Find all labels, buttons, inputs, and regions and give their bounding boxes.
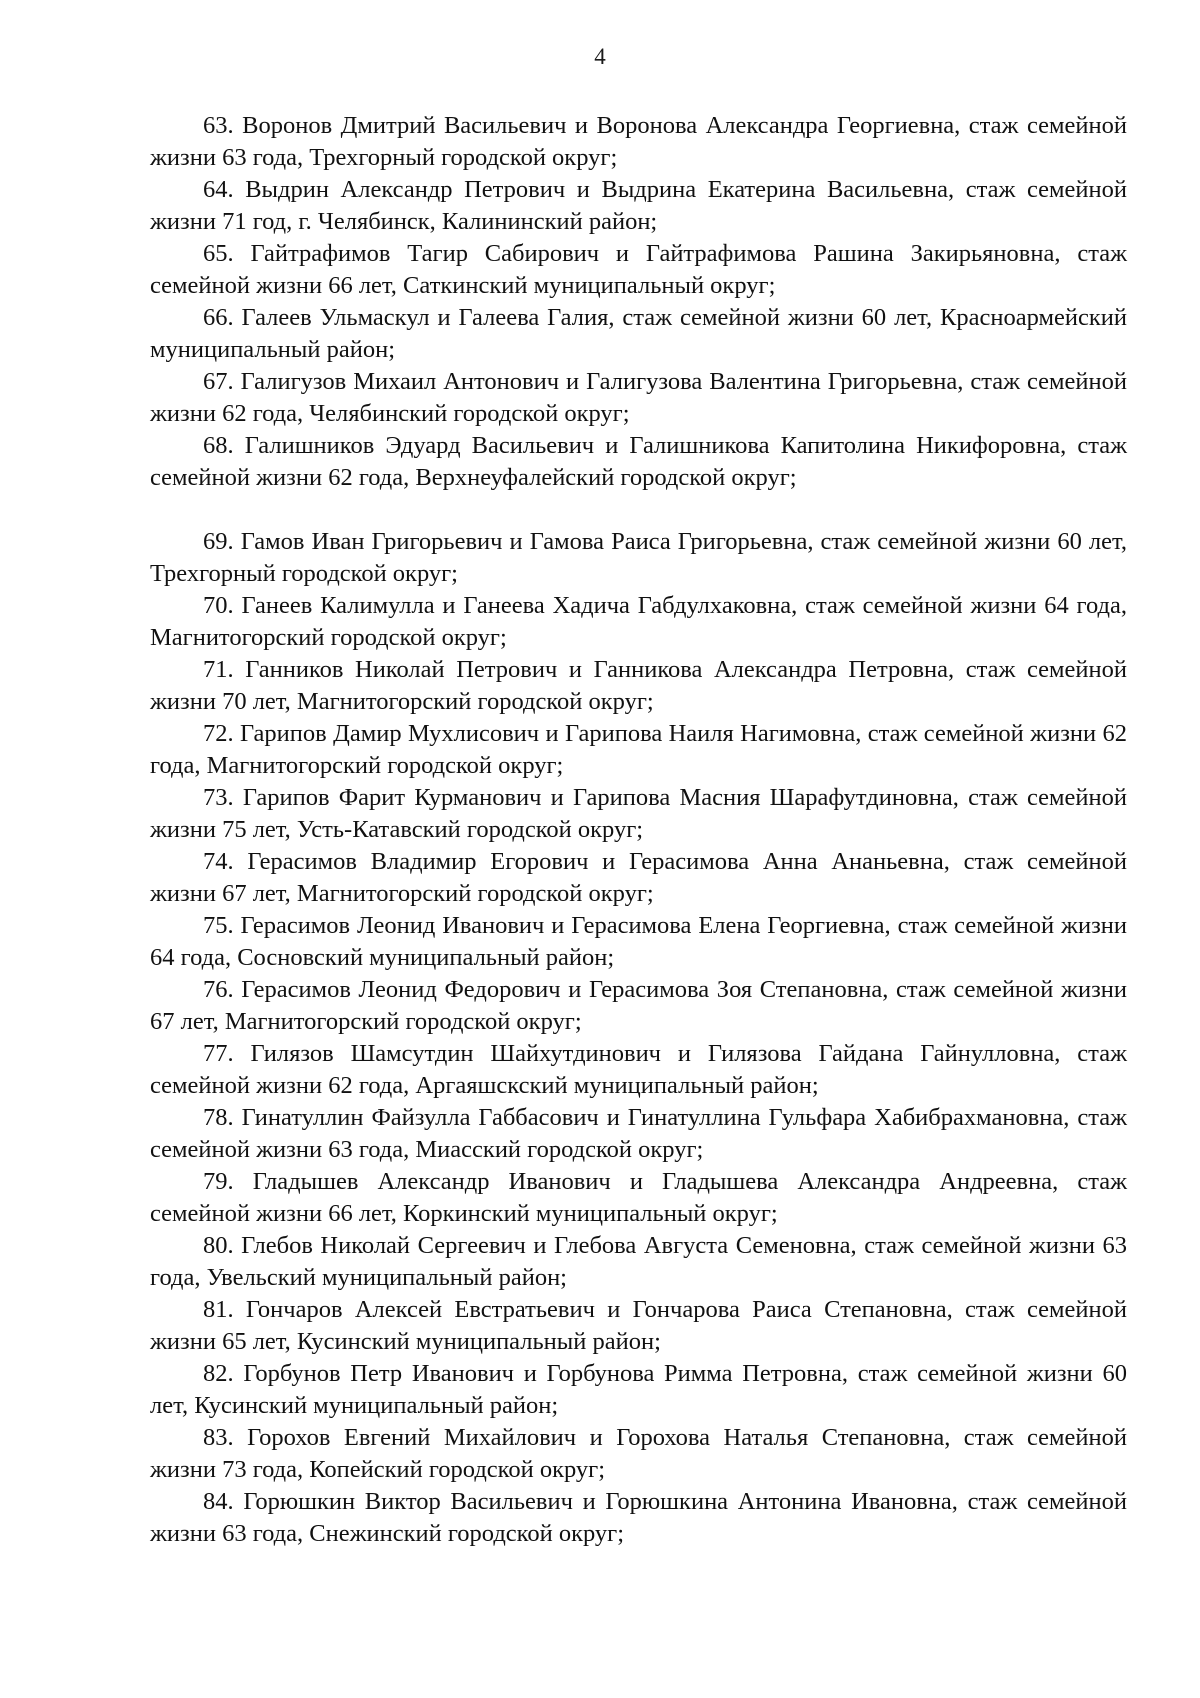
- list-item-68: 68. Галишников Эдуард Васильевич и Галишникова Капитолина Никифоровна, стаж семейной жизни 62 года, Верхнеуфалейский городской округ;: [150, 432, 1127, 491]
- list-item-67: 67. Галигузов Михаил Антонович и Галигузова Валентина Григорьевна, стаж семейной жизни 62 года, Челябинский городской округ;: [150, 368, 1127, 427]
- page-number: 4: [594, 44, 606, 69]
- list-item-69: 69. Гамов Иван Григорьевич и Гамова Раиса Григорьевна, стаж семейной жизни 60 лет, Трехгорный городской округ;: [150, 528, 1127, 587]
- list-item-83: 83. Горохов Евгений Михайлович и Горохова Наталья Степановна, стаж семейной жизни 73 года, Копейский городской округ;: [150, 1424, 1127, 1483]
- entry-list: [150, 110, 1127, 1550]
- list-item-63: 63. Воронов Дмитрий Васильевич и Воронова Александра Георгиевна, стаж семейной жизни 63 года, Трехгорный городской округ;: [150, 112, 1127, 171]
- list-item-65: 65. Гайтрафимов Тагир Сабирович и Гайтрафимова Рашина Закирьяновна, стаж семейной жизни 66 лет, Саткинский муниципальный округ;: [150, 240, 1127, 299]
- list-item-74: 74. Герасимов Владимир Егорович и Герасимова Анна Ананьевна, стаж семейной жизни 67 лет, Магнитогорский городской округ;: [150, 848, 1127, 907]
- list-item-73: 73. Гарипов Фарит Курманович и Гарипова Масния Шарафутдиновна, стаж семейной жизни 75 лет, Усть-Катавский городской округ;: [150, 784, 1127, 843]
- list-item-64: 64. Выдрин Александр Петрович и Выдрина Екатерина Васильевна, стаж семейной жизни 71 год, г. Челябинск, Калининский район;: [150, 176, 1127, 235]
- list-item-81: 81. Гончаров Алексей Евстратьевич и Гончарова Раиса Степановна, стаж семейной жизни 65 лет, Кусинский муниципальный район;: [150, 1296, 1127, 1355]
- list-item-79: 79. Гладышев Александр Иванович и Гладышева Александра Андреевна, стаж семейной жизни 66 лет, Коркинский муниципальный округ;: [150, 1168, 1127, 1227]
- list-item-76: 76. Герасимов Леонид Федорович и Герасимова Зоя Степановна, стаж семейной жизни 67 лет, Магнитогорский городской округ;: [150, 976, 1127, 1035]
- list-item-71: 71. Ганников Николай Петрович и Ганникова Александра Петровна, стаж семейной жизни 70 лет, Магнитогорский городской округ;: [150, 656, 1127, 715]
- list-item-75: 75. Герасимов Леонид Иванович и Герасимова Елена Георгиевна, стаж семейной жизни 64 года, Сосновский муниципальный район;: [150, 912, 1127, 971]
- list-item-84: 84. Горюшкин Виктор Васильевич и Горюшкина Антонина Ивановна, стаж семейной жизни 63 года, Снежинский городской округ;: [150, 1488, 1127, 1547]
- list-item-77: 77. Гилязов Шамсутдин Шайхутдинович и Гилязова Гайдана Гайнулловна, стаж семейной жизни 62 года, Аргаяшскский муниципальный район;: [150, 1040, 1127, 1099]
- list-item-80: 80. Глебов Николай Сергеевич и Глебова Августа Семеновна, стаж семейной жизни 63 года, Увельский муниципальный район;: [150, 1232, 1127, 1291]
- list-item-72: 72. Гарипов Дамир Мухлисович и Гарипова Наиля Нагимовна, стаж семейной жизни 62 года, Магнитогорский городской округ;: [150, 720, 1127, 779]
- list-item-78: 78. Гинатуллин Файзулла Габбасович и Гинатуллина Гульфара Хабибрахмановна, стаж семейной жизни 63 года, Миасский городской округ;: [150, 1104, 1127, 1163]
- list-item-70: 70. Ганеев Калимулла и Ганеева Хадича Габдулхаковна, стаж семейной жизни 64 года, Магнитогорский городской округ;: [150, 592, 1127, 651]
- list-item-66: 66. Галеев Ульмаскул и Галеева Галия, стаж семейной жизни 60 лет, Красноармейский муниципальный район;: [150, 304, 1127, 363]
- list-item-82: 82. Горбунов Петр Иванович и Горбунова Римма Петровна, стаж семейной жизни 60 лет, Кусинский муниципальный район;: [150, 1360, 1127, 1419]
